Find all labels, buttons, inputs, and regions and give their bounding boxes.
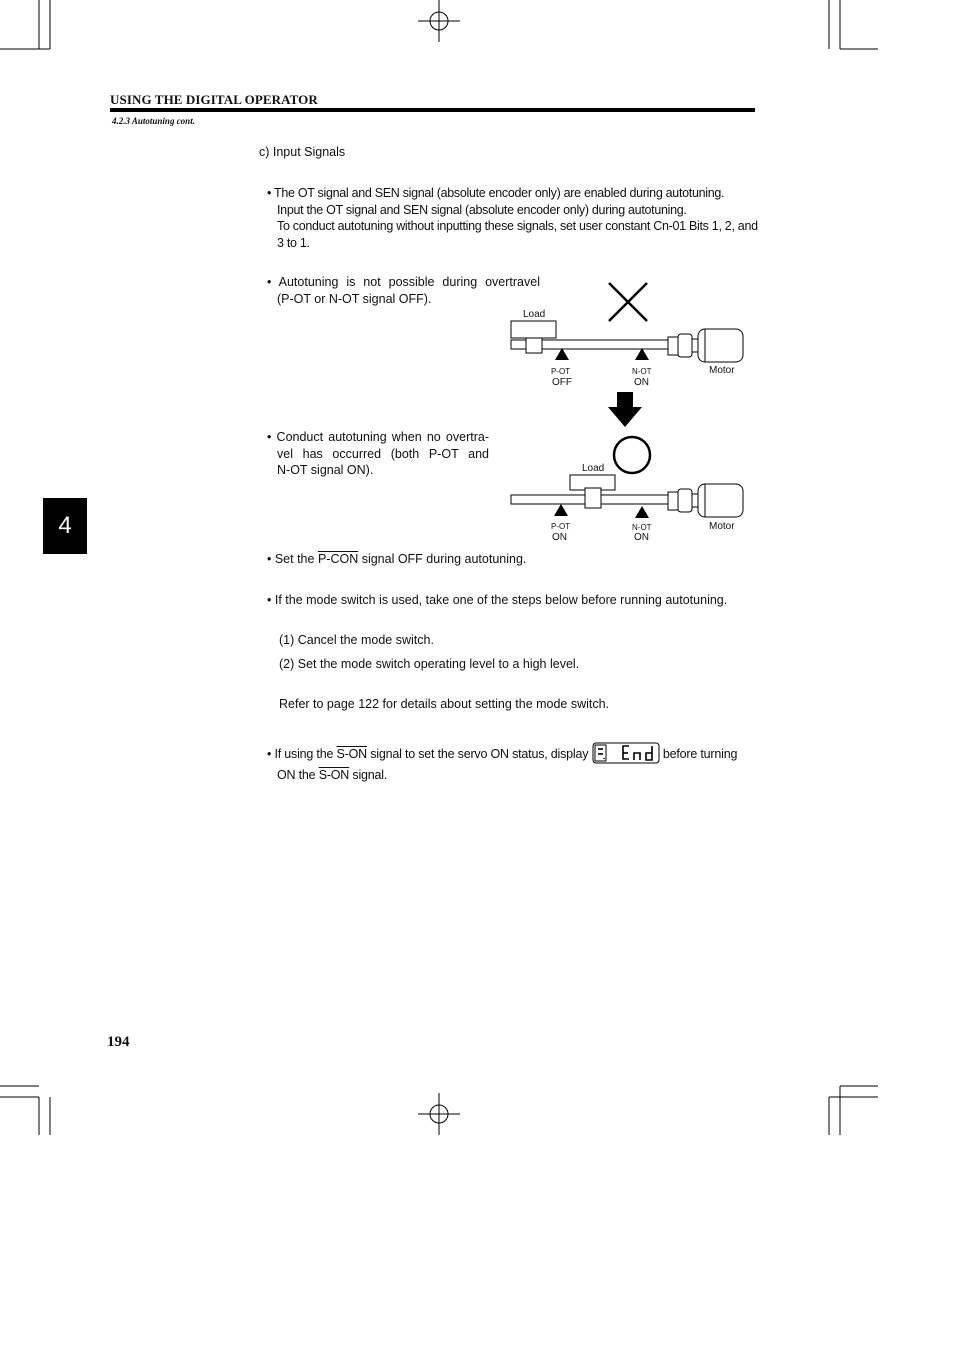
p-con-signal: P-CON [317,552,359,566]
s-on-signal: S-ON [336,746,367,761]
overtravel-diagram [505,278,750,390]
no-overtravel-diagram [505,434,750,546]
load-label: Load [582,463,605,474]
page-number: 194 [107,1034,130,1050]
motor-label: Motor [709,365,735,376]
p-ot-state: ON [552,532,567,543]
bullet-s-on-line2-prefix: ON the [277,768,319,782]
p-ot-state: OFF [552,377,572,388]
bullet-no-overtravel-line3: N-OT signal ON). [277,463,374,477]
bullet-ot-sen-line2: Input the OT signal and SEN signal (absolute encoder only) during autotuning. [277,202,687,217]
bullet-no-overtravel [267,429,489,479]
bullet-p-con-prefix: • Set the [267,552,318,566]
bullet-s-on-middle: signal to set the servo ON status, display [366,746,592,761]
circle-mark [614,437,650,473]
bullet-ot-sen-line1: • The OT signal and SEN signal (absolute encoder only) are enabled during autotuning. [267,186,725,200]
bullet-s-on-after: before turning [659,746,738,761]
bullet-p-con [267,551,526,568]
header-rule [110,108,755,112]
n-ot-state: ON [634,377,649,388]
n-ot-label: N-OT [632,523,652,532]
bullet-s-on-line2 [267,767,759,784]
bullet-overtravel [267,274,540,307]
load-label: Load [523,309,546,320]
cross-mark [609,283,647,321]
subsection-label: 4.2.3 Autotuning cont. [112,116,195,126]
seven-segment-display [592,742,660,764]
n-ot-state: ON [634,532,649,543]
p-ot-label: P-OT [551,522,571,531]
bullet-ot-sen-line3: To conduct autotuning without inputting these signals, set user constant Cn-01 Bits 1, 2, and 3 to 1. [277,219,758,250]
bullet-ot-sen [267,185,759,251]
motor-label: Motor [709,521,735,532]
section-title: USING THE DIGITAL OPERATOR [110,92,318,107]
s-on-signal-2: S-ON [318,768,350,782]
refer-note: Refer to page 122 for details about setting the mode switch. [279,697,610,711]
down-arrow-icon [608,392,642,428]
bullet-no-overtravel-line1: • Conduct autotuning when no overtra- [267,430,489,444]
n-ot-label: N-OT [632,367,652,376]
bullet-s-on [267,745,759,784]
input-signals-heading: c) Input Signals [259,145,346,159]
chapter-tab: 4 [43,498,87,554]
p-ot-label: P-OT [551,367,571,376]
bullet-s-on-line2-suffix: signal. [349,768,388,782]
bullet-mode-switch: • If the mode switch is used, take one of the steps below before running autotuning. [267,593,728,607]
step-2: (2) Set the mode switch operating level to a high level. [279,657,580,671]
bullet-overtravel-line2: (P-OT or N-OT signal OFF). [277,291,432,306]
bullet-no-overtravel-line2: vel has occurred (both P-OT and [277,446,489,461]
bullet-s-on-prefix: • If using the [267,746,337,761]
bullet-overtravel-line1: • Autotuning is not possible during overtravel [267,275,540,289]
step-1: (1) Cancel the mode switch. [279,633,434,647]
bullet-p-con-suffix: signal OFF during autotuning. [358,552,527,566]
